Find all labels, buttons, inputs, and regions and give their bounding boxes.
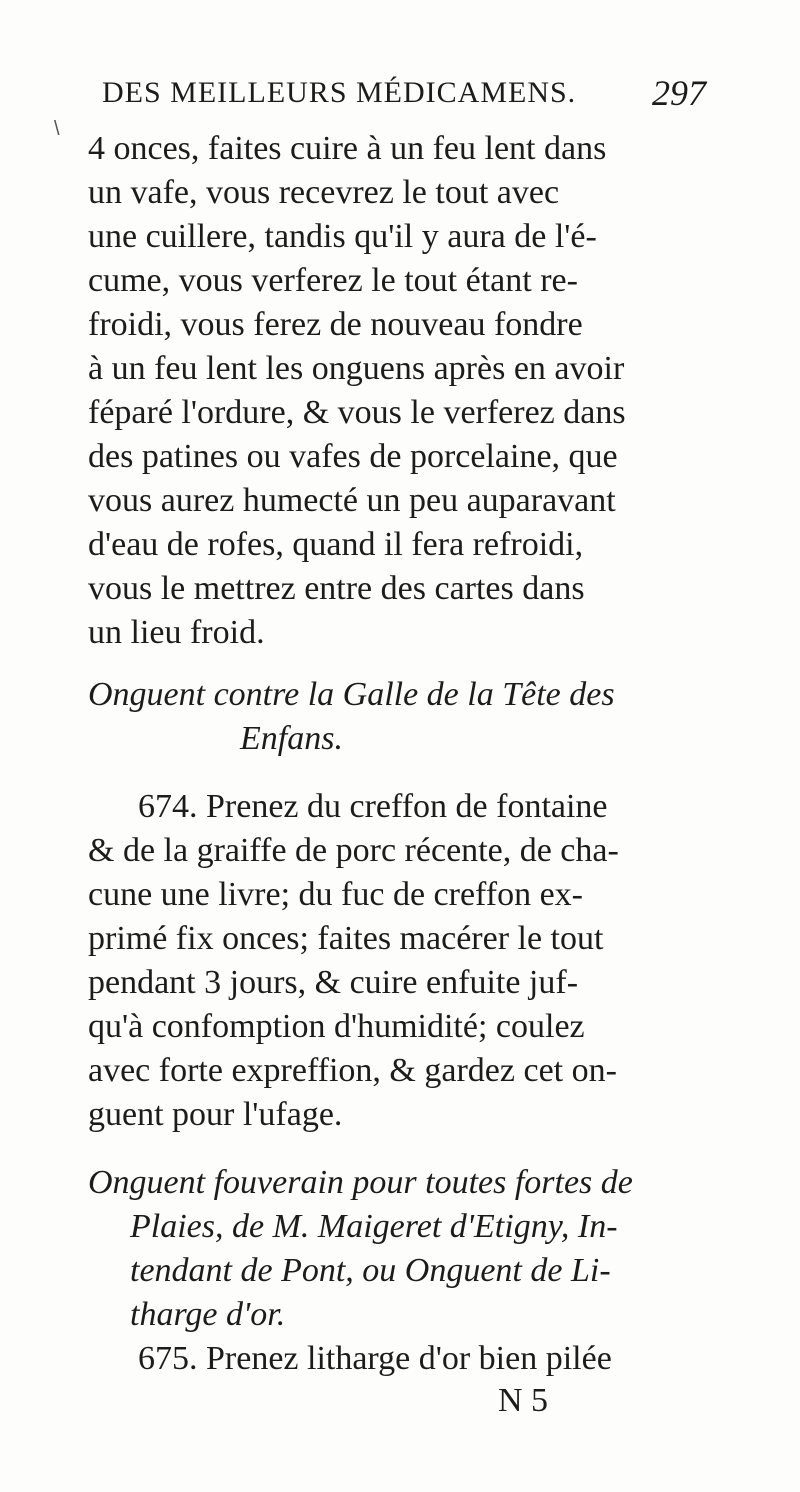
text-line: froidi, vous ferez de nouveau fondre (88, 306, 583, 343)
text-line: des patines ou vafes de porcelaine, que (88, 438, 618, 475)
page-footer (0, 1382, 800, 1428)
text-line: & de la graiffe de porc récente, de cha- (88, 832, 619, 869)
signature-mark: N 5 (498, 1382, 549, 1419)
margin-mark: \ (54, 118, 60, 140)
page-header (0, 68, 800, 118)
text-line: une cuillere, tandis qu'il y aura de l'é- (88, 218, 597, 255)
text-line: vous le mettrez entre des cartes dans (88, 570, 585, 607)
page-number: 297 (652, 73, 706, 113)
section-heading: tharge d'or. (130, 1296, 286, 1333)
section-heading: tendant de Pont, ou Onguent de Li- (130, 1252, 611, 1289)
section-heading: Onguent contre la Galle de la Tête des (88, 676, 615, 713)
text-line: 675. Prenez litharge d'or bien pilée (138, 1340, 612, 1377)
text-line: d'eau de rofes, quand il fera refroidi, (88, 526, 584, 563)
text-line: pendant 3 jours, & cuire enfuite juf- (88, 964, 579, 1001)
text-line: qu'à confomption d'humidité; coulez (88, 1008, 585, 1045)
text-line: à un feu lent les onguens après en avoir (88, 350, 625, 387)
text-line: guent pour l'ufage. (88, 1096, 343, 1133)
section-heading: Plaies, de M. Maigeret d'Etigny, In- (130, 1208, 618, 1245)
text-line: un lieu froid. (88, 614, 265, 651)
running-title: DES MEILLEURS MÉDICAMENS. (102, 76, 577, 109)
text-line: vous aurez humecté un peu auparavant (88, 482, 616, 519)
text-line: 674. Prenez du creffon de fontaine (138, 788, 608, 825)
text-line: primé fix onces; faites macérer le tout (88, 920, 604, 957)
text-line: féparé l'ordure, & vous le verferez dans (88, 394, 626, 431)
text-line: cune une livre; du fuc de creffon ex- (88, 876, 583, 913)
text-line: cume, vous verferez le tout étant re- (88, 262, 578, 299)
text-line: un vafe, vous recevrez le tout avec (88, 174, 560, 211)
text-line: 4 onces, faites cuire à un feu lent dans (88, 130, 607, 167)
text-line: avec forte expreffion, & gardez cet on- (88, 1052, 617, 1089)
section-heading: Enfans. (240, 720, 343, 757)
section-heading: Onguent fouverain pour toutes fortes de (88, 1164, 633, 1201)
